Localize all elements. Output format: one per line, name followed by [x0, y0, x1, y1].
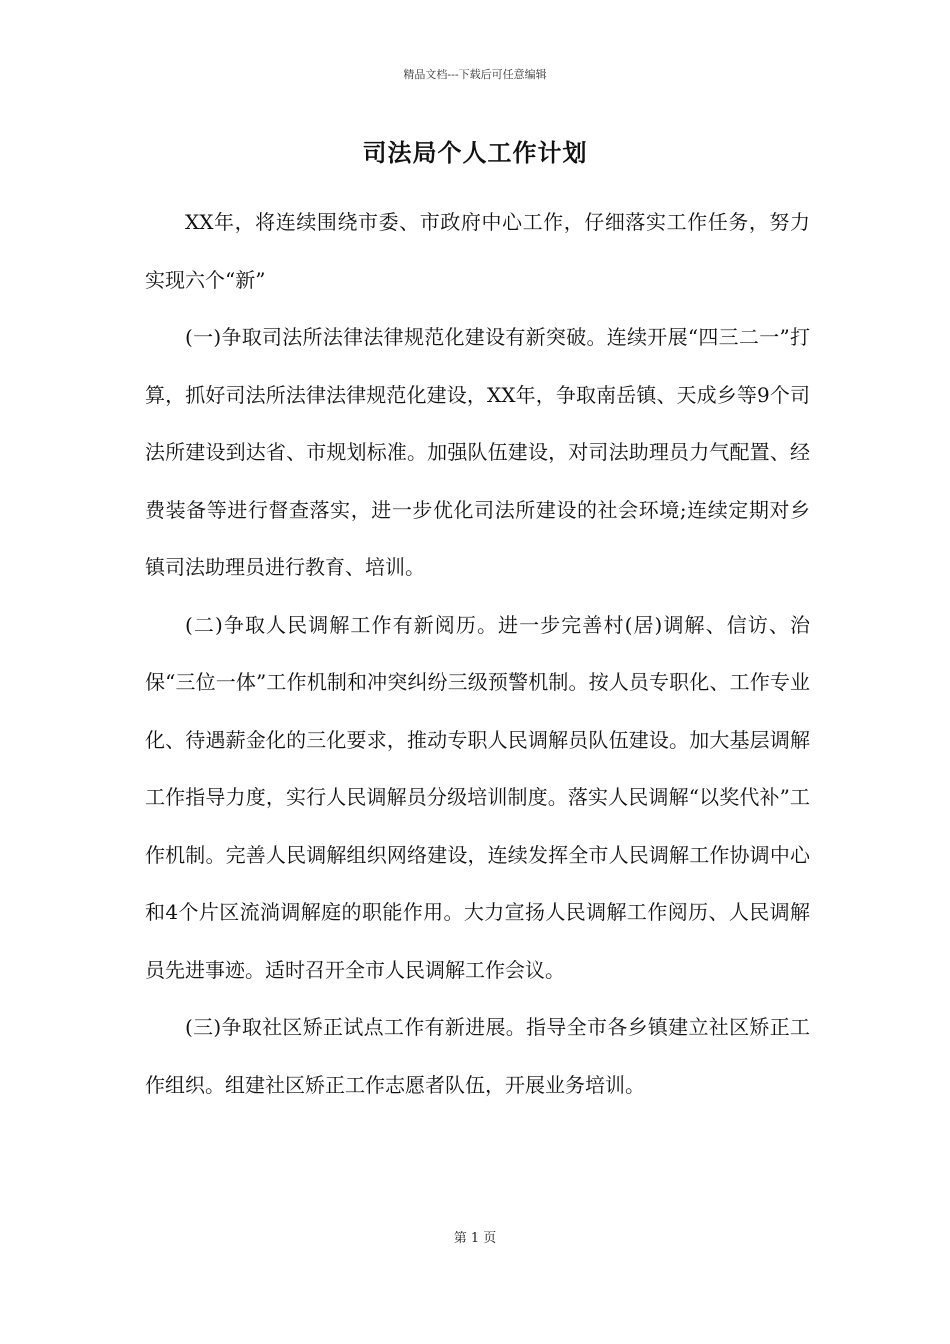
header-note: 精品文档---下载后可任意编辑	[403, 68, 547, 81]
document-title: 司法局个人工作计划	[362, 138, 588, 167]
paragraph-section-1: (一)争取司法所法律法律规范化建设有新突破。连续开展“四三二一”打算，抓好司法所法律法律规范化建设，XX年，争取南岳镇、天成乡等9个司法所建设到达省、市规划标准。加强队伍建设，对司法助理员力气配置、经费装备等进行督查落实，进一步优化司法所建设的社会环境;连续定期对乡镇司法助理员进行教育、培训。	[145, 325, 810, 579]
paragraph-intro: XX年，将连续围绕市委、市政府中心工作，仔细落实工作任务，努力实现六个“新”	[145, 210, 810, 292]
document-body	[145, 194, 810, 1114]
page-number: 第 1 页	[453, 1231, 497, 1246]
paragraph-section-3: (三)争取社区矫正试点工作有新进展。指导全市各乡镇建立社区矫正工作组织。组建社区矫正工作志愿者队伍，开展业务培训。	[145, 1015, 810, 1097]
paragraph-section-2: (二)争取人民调解工作有新阅历。进一步完善村(居)调解、信访、治保“三位一体”工作机制和冲突纠纷三级预警机制。按人员专职化、工作专业化、待遇薪金化的三化要求，推动专职人民调解员队伍建设。加大基层调解工作指导力度，实行人民调解员分级培训制度。落实人民调解“以奖代补”工作机制。完善人民调解组织网络建设，连续发挥全市人民调解工作协调中心和4个片区流淌调解庭的职能作用。大力宣扬人民调解工作阅历、人民调解员先进事迹。适时召开全市人民调解工作会议。	[145, 612, 810, 982]
